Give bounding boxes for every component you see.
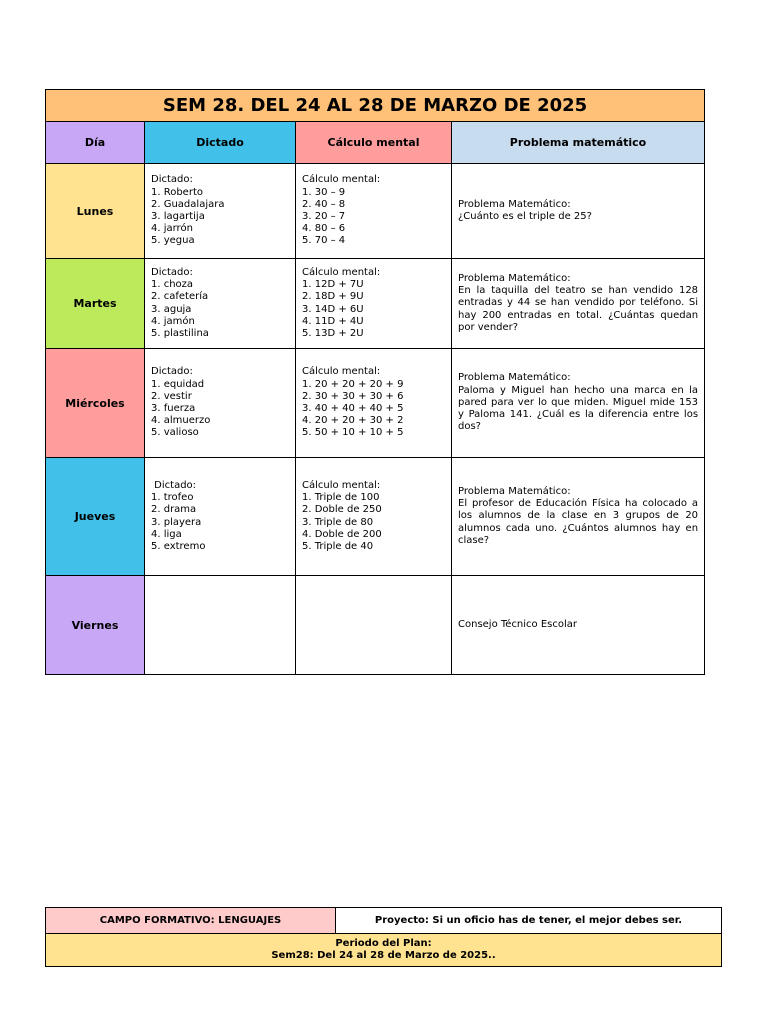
calculo-item: 5. 70 – 4 <box>302 235 346 247</box>
calculo-item: 4. 80 – 6 <box>302 223 346 235</box>
problema-cell <box>452 164 705 259</box>
dictado-item: 4. jarrón <box>151 223 193 235</box>
calculo-item: 4. Doble de 200 <box>302 528 382 540</box>
problema-title: Problema Matemático: <box>458 485 571 497</box>
problema-title: Problema Matemático: <box>458 372 571 384</box>
calculo-cell <box>296 259 452 349</box>
calculo-item: 2. Doble de 250 <box>302 504 382 516</box>
dictado-item: 5. valioso <box>151 427 199 439</box>
problema-cell <box>452 458 705 576</box>
calculo-item: 3. 20 – 7 <box>302 211 346 222</box>
dictado-cell <box>145 164 296 259</box>
proyecto: Proyecto: Si un oficio has de tener, el mejor debes ser. <box>336 908 722 934</box>
periodo-label: Periodo del Plan: <box>335 938 432 949</box>
dictado-item: 5. extremo <box>151 540 206 552</box>
day-viernes: Viernes <box>46 576 145 675</box>
dictado-item: 1. trofeo <box>151 492 194 504</box>
problema-cell <box>452 349 705 458</box>
dictado-item: 4. almuerzo <box>151 415 211 427</box>
dictado-item: 2. drama <box>151 504 197 516</box>
periodo-del-plan <box>46 934 722 967</box>
dictado-cell <box>145 458 296 576</box>
header-problema-matematico: Problema matemático <box>452 122 705 164</box>
dictado-item: 1. equidad <box>151 378 205 390</box>
header-dia: Día <box>46 122 145 164</box>
calculo-item: 1. 12D + 7U <box>302 279 364 291</box>
table-row <box>46 259 705 349</box>
calculo-item: 2. 30 + 30 + 30 + 6 <box>302 390 404 402</box>
problema-text: Paloma y Miguel han hecho una marca en la pared para ver lo que miden. Miguel mide 153 y Paloma 141. ¿Cuál es la diferencia entre los dos? <box>458 384 699 433</box>
plan-title: SEM 28. DEL 24 AL 28 DE MARZO DE 2025 <box>46 90 705 122</box>
dictado-item: 1. Roberto <box>151 186 203 198</box>
calculo-item: 4. 11D + 4U <box>302 315 364 327</box>
dictado-item: 4. jamón <box>151 315 195 327</box>
problema-text: Consejo Técnico Escolar <box>458 618 578 630</box>
dictado-item: 5. yegua <box>151 235 195 247</box>
table-row <box>46 576 705 675</box>
problema-title: Problema Matemático: <box>458 272 571 284</box>
problema-text: El profesor de Educación Física ha colocado a los alumnos de la clase en 3 grupos de 20 alumnos cada uno. ¿Cuántos alumnos hay en clase? <box>458 498 699 546</box>
calculo-item: 1. 20 + 20 + 20 + 9 <box>302 378 404 390</box>
periodo-value: Sem28: Del 24 al 28 de Marzo de 2025.. <box>271 950 496 961</box>
dictado-title: Dictado: <box>151 479 197 491</box>
calculo-item: 5. 13D + 2U <box>302 327 364 339</box>
dictado-item: 2. cafetería <box>151 291 209 303</box>
problema-title: Problema Matemático: <box>458 198 571 210</box>
dictado-cell <box>145 349 296 458</box>
calculo-title: Cálculo mental: <box>302 174 381 186</box>
footer-table <box>45 907 722 967</box>
dictado-item: 4. liga <box>151 528 182 540</box>
dictado-item: 3. fuerza <box>151 403 196 414</box>
calculo-title: Cálculo mental: <box>302 266 381 278</box>
dictado-item: 3. playera <box>151 516 202 528</box>
calculo-item: 3. 14D + 6U <box>302 303 364 315</box>
day-miercoles: Miércoles <box>46 349 145 458</box>
calculo-item: 1. 30 – 9 <box>302 186 346 198</box>
day-jueves: Jueves <box>46 458 145 576</box>
dictado-title: Dictado: <box>151 266 193 278</box>
dictado-item: 3. aguja <box>151 303 192 315</box>
calculo-title: Cálculo mental: <box>302 366 381 378</box>
problema-text: ¿Cuánto es el triple de 25? <box>458 211 592 222</box>
calculo-item: 5. Triple de 40 <box>302 540 374 552</box>
calculo-cell <box>296 576 452 675</box>
calculo-cell <box>296 458 452 576</box>
table-row <box>46 458 705 576</box>
dictado-item: 5. plastilina <box>151 327 209 339</box>
table-row <box>46 164 705 259</box>
calculo-cell <box>296 164 452 259</box>
calculo-item: 2. 18D + 9U <box>302 291 364 303</box>
header-dictado: Dictado <box>145 122 296 164</box>
calculo-item: 5. 50 + 10 + 10 + 5 <box>302 427 404 439</box>
dictado-item: 2. Guadalajara <box>151 198 225 210</box>
calculo-title: Cálculo mental: <box>302 479 381 491</box>
day-martes: Martes <box>46 259 145 349</box>
dictado-title: Dictado: <box>151 174 193 186</box>
calculo-item: 2. 40 – 8 <box>302 198 346 210</box>
dictado-title: Dictado: <box>151 366 193 378</box>
dictado-item: 2. vestir <box>151 390 192 402</box>
header-calculo-mental: Cálculo mental <box>296 122 452 164</box>
dictado-cell <box>145 576 296 675</box>
campo-formativo: CAMPO FORMATIVO: LENGUAJES <box>46 908 336 934</box>
calculo-item: 1. Triple de 100 <box>302 492 380 504</box>
dictado-cell <box>145 259 296 349</box>
weekly-plan-table <box>45 89 705 675</box>
calculo-item: 3. Triple de 80 <box>302 516 374 528</box>
table-row <box>46 349 705 458</box>
calculo-cell <box>296 349 452 458</box>
calculo-item: 3. 40 + 40 + 40 + 5 <box>302 403 404 414</box>
dictado-item: 1. choza <box>151 279 194 291</box>
problema-text: En la taquilla del teatro se han vendido 128 entradas y 44 se han vendido por teléfono. Si hay 200 entradas en total. ¿Cuántas quedan por vender? <box>458 285 699 333</box>
calculo-item: 4. 20 + 20 + 30 + 2 <box>302 415 404 427</box>
dictado-item: 3. lagartija <box>151 211 205 222</box>
problema-cell <box>452 576 705 675</box>
day-lunes: Lunes <box>46 164 145 259</box>
problema-cell <box>452 259 705 349</box>
